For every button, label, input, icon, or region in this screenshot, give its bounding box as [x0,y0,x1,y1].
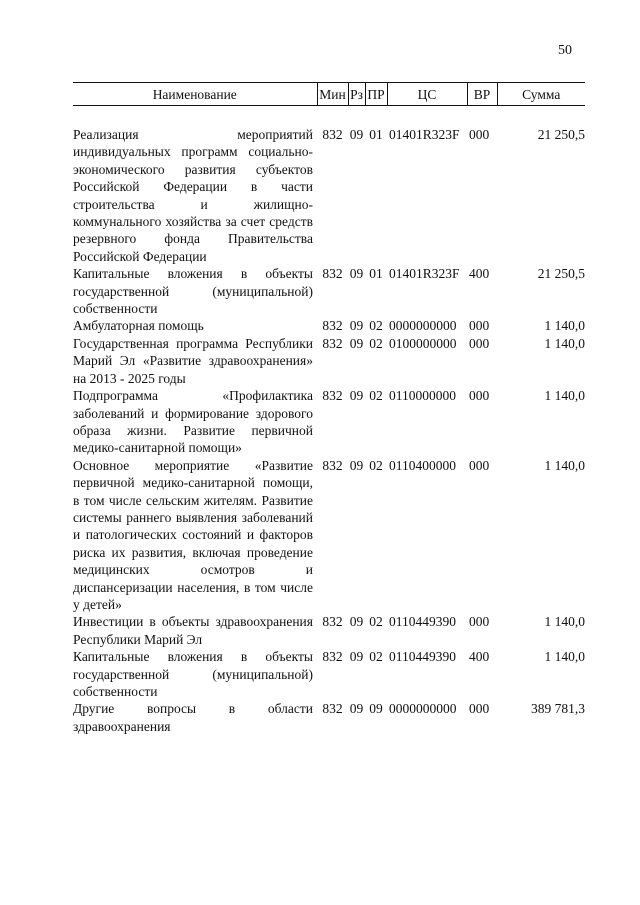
header-name: Наименование [73,83,317,106]
row-sum: 1 140,0 [544,318,585,334]
row-vr: 000 [469,318,490,334]
row-sum: 1 140,0 [544,614,585,630]
table-row [73,613,585,648]
row-pr: 02 [369,649,383,665]
row-rz: 09 [349,388,364,404]
row-sum: 1 140,0 [544,649,585,665]
row-name: Инвестиции в объекты здравоохранения Республики Марий Эл [73,614,313,647]
row-min: 832 [322,701,343,717]
row-pr: 02 [369,318,383,334]
row-cs: 01401R323F [389,266,460,282]
row-cs: 0110000000 [389,388,456,404]
row-rz: 09 [349,457,364,473]
row-pr: 01 [369,127,383,142]
header-rz: Рз [348,83,365,106]
table-row [73,457,585,614]
row-name: Реализация мероприятий индивидуальных программ социально-экономического развития субъектов Российской Федерации в части строительства и жилищно-коммунального хозяйства за счет средств резервного фонда Правительства Российской Федерации [73,127,313,264]
budget-table [73,82,585,735]
row-sum: 389 781,3 [531,701,585,717]
row-pr: 01 [369,266,383,282]
row-vr: 000 [469,388,490,404]
row-sum: 21 250,5 [537,127,585,142]
row-rz: 09 [349,318,364,334]
table-row [73,335,585,387]
row-name: Подпрограмма «Профилактика заболеваний и формирование здорового образа жизни. Развитие первичной медико-санитарной помощи» [73,388,313,456]
row-min: 832 [322,318,343,334]
row-sum: 1 140,0 [544,388,585,404]
row-cs: 0110449390 [389,614,456,630]
row-min: 832 [322,614,343,630]
row-name: Другие вопросы в области здравоохранения [73,701,313,734]
row-name: Капитальные вложения в объекты государственной (муниципальной) собственности [73,649,313,699]
table-row [73,317,585,334]
row-pr: 02 [369,614,383,630]
row-cs: 0110449390 [389,649,456,665]
header-pr: ПР [365,83,387,106]
row-min: 832 [322,335,343,351]
row-rz: 09 [349,335,364,351]
row-vr: 000 [469,127,490,142]
row-pr: 09 [369,701,383,717]
row-cs: 0000000000 [389,318,457,334]
row-vr: 400 [469,649,490,665]
row-name: Основное мероприятие «Развитие первичной медико-санитарной помощи, в том числе сельским жителям. Развитие системы раннего выявления заболеваний и патологических состояний и факторов риска их развития, включая проведение медицинских осмотров и диспансеризации населения, в том числе у детей» [73,457,313,612]
row-vr: 000 [469,614,490,630]
table-row [73,648,585,700]
row-pr: 02 [369,335,383,351]
row-rz: 09 [349,701,364,717]
row-name: Государственная программа Республики Марий Эл «Развитие здравоохранения» на 2013 - 2025 годы [73,335,313,386]
page-number: 50 [558,43,572,58]
row-name: Амбулаторная помощь [73,318,204,334]
header-vr: ВР [467,83,497,106]
row-rz: 09 [349,649,364,665]
row-min: 832 [322,127,343,142]
row-pr: 02 [369,388,383,404]
header-cs: ЦС [387,83,467,106]
table-row [73,387,585,457]
row-cs: 01401R323F [389,127,460,142]
row-sum: 21 250,5 [537,266,585,282]
row-min: 832 [322,649,343,665]
row-vr: 000 [469,335,490,351]
row-sum: 1 140,0 [544,335,585,351]
row-sum: 1 140,0 [544,457,585,473]
row-name: Капитальные вложения в объекты государственной (муниципальной) собственности [73,266,313,317]
row-min: 832 [322,457,343,473]
table-header [73,83,585,106]
table-row [73,700,585,735]
header-sum: Сумма [497,83,585,106]
row-cs: 0000000000 [389,701,457,717]
table-row [73,126,585,265]
row-rz: 09 [349,614,364,630]
row-vr: 000 [469,457,490,473]
table-row [73,265,585,317]
row-min: 832 [322,388,343,404]
row-min: 832 [322,266,343,282]
row-cs: 0110400000 [389,457,456,473]
row-vr: 000 [469,701,490,717]
row-rz: 09 [349,266,364,282]
row-pr: 02 [369,457,383,473]
row-rz: 09 [349,127,364,142]
row-vr: 400 [469,266,490,282]
row-cs: 0100000000 [389,335,457,351]
header-min: Мин [317,83,348,106]
